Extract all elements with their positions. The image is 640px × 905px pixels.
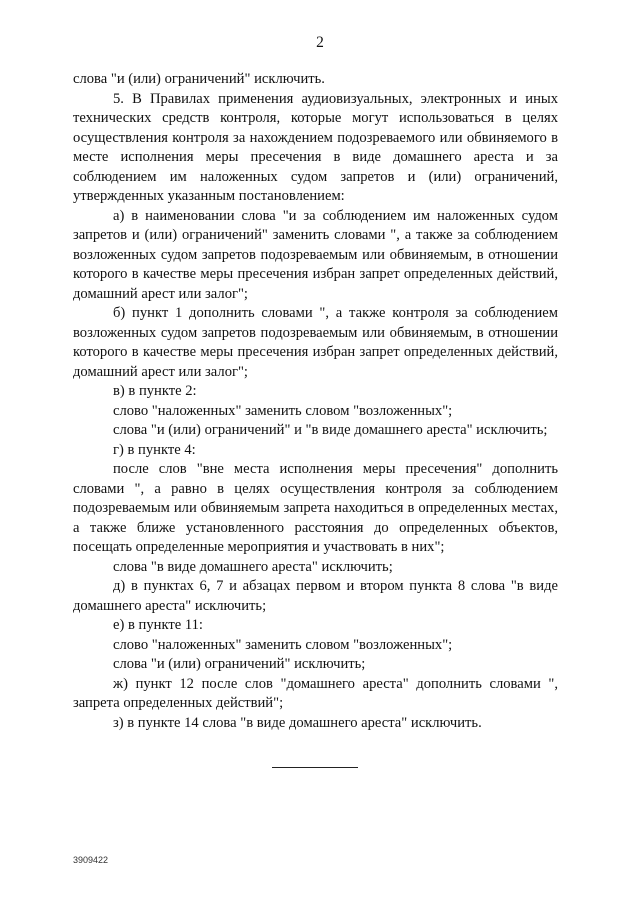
paragraph-continuation: слова "и (или) ограничений" исключить. (73, 71, 325, 87)
paragraph-subitem-g-1: после слов "вне места исполнения меры пресечения" дополнить словами ", а равно в целях осуществления контроля за соблюдением подозреваемым или обвиняемым запрета находиться в определенных местах, а также ближе установленного расстояния до определенных объектов, посещать определенные мероприятия и участвовать в них"; (73, 461, 558, 555)
paragraph-subitem-z: з) в пункте 14 слова "в виде домашнего ареста" исключить. (113, 714, 482, 731)
paragraph-subitem-v-2: слова "и (или) ограничений" и "в виде домашнего ареста" исключить; (113, 422, 548, 438)
end-separator-line (272, 767, 358, 768)
document-body (73, 70, 558, 733)
paragraph-subitem-e: е) в пункте 11: (113, 617, 203, 633)
paragraph-subitem-b: б) пункт 1 дополнить словами ", а также контроля за соблюдением возложенных судом запретов подозреваемым или обвиняемым, в отношении которого в качестве меры пресечения избран запрет определенных действий, домашний арест или залог"; (73, 305, 558, 380)
paragraph-subitem-g-2: слова "в виде домашнего ареста" исключить; (113, 558, 393, 575)
paragraph-subitem-d: д) в пунктах 6, 7 и абзацах первом и втором пункта 8 слова "в виде домашнего ареста" исключить; (73, 578, 558, 614)
paragraph-subitem-v: в) в пункте 2: (113, 383, 197, 399)
paragraph-subitem-e-2: слова "и (или) ограничений" исключить; (113, 656, 366, 672)
paragraph-item-5: 5. В Правилах применения аудиовизуальных, электронных и иных технических средств контроля, которые могут использоваться в целях осуществления контроля за нахождением подозреваемого или обвиняемого в месте исполнения меры пресечения в виде домашнего ареста и за соблюдением им наложенных судом запретов и (или) ограничений, утвержденных указанным постановлением: (73, 90, 558, 204)
paragraph-subitem-a: а) в наименовании слова "и за соблюдением им наложенных судом запретов и (или) ограничений" заменить словами ", а также за соблюдением возложенных судом запретов подозреваемым или обвиняемым, в отношении которого в качестве меры пресечения избран запрет определенных действий, домашний арест или залог"; (73, 207, 558, 302)
page-number: 2 (316, 34, 324, 51)
paragraph-subitem-v-1: слово "наложенных" заменить словом "возложенных"; (113, 402, 453, 419)
paragraph-subitem-g: г) в пункте 4: (113, 441, 196, 458)
paragraph-subitem-e-1: слово "наложенных" заменить словом "возложенных"; (113, 636, 453, 653)
paragraph-subitem-zh: ж) пункт 12 после слов "домашнего ареста" дополнить словами ", запрета определенных действий"; (73, 675, 558, 711)
document-code: 3909422 (73, 855, 109, 865)
